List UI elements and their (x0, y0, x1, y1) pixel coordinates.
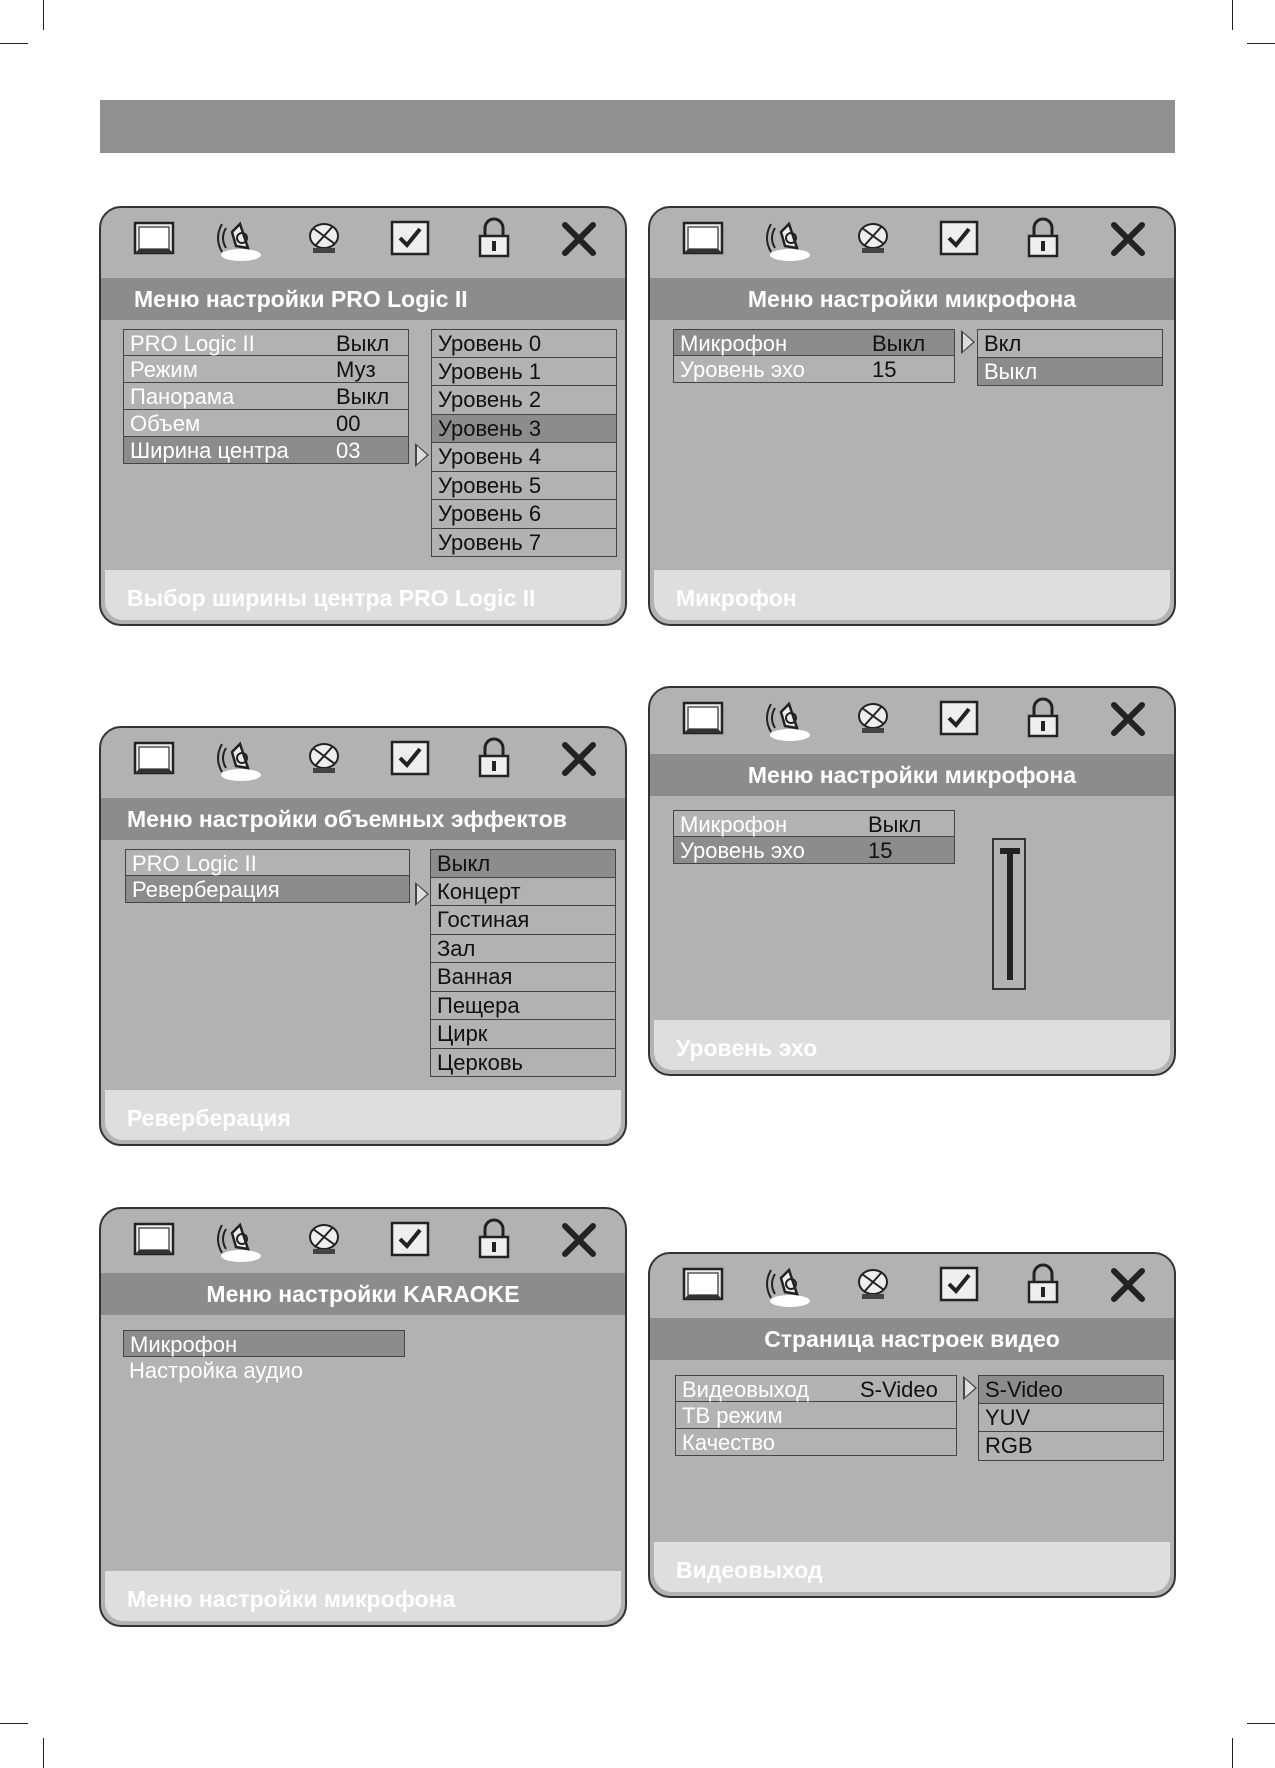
panel-prologic (99, 206, 627, 626)
setting-row-center-width[interactable] (123, 437, 409, 464)
settings-list (675, 1375, 957, 1456)
help-footer: Видеовыход (654, 1542, 1170, 1592)
disc-icon[interactable] (299, 734, 349, 784)
setting-row-prologic[interactable] (125, 849, 410, 876)
option-item[interactable]: Уровень 0 (431, 329, 617, 358)
speaker-icon[interactable] (763, 694, 813, 744)
setting-row-volume[interactable] (123, 410, 409, 437)
option-item-selected[interactable]: Выкл (977, 358, 1163, 387)
toolbar (650, 688, 1174, 750)
panel-microphone (648, 206, 1176, 626)
setting-value: S-Video (860, 1377, 938, 1402)
crop-mark (1247, 43, 1275, 44)
submenu-arrow-icon (963, 1376, 977, 1400)
help-footer: Меню настройки микрофона (105, 1571, 621, 1621)
setting-row-tv-mode[interactable] (675, 1402, 957, 1429)
checkbox-icon[interactable] (384, 734, 434, 784)
setting-label: PRO Logic II (130, 331, 255, 356)
setting-row-mode[interactable] (123, 356, 409, 383)
menu-title: Страница настроек видео (650, 1318, 1174, 1360)
option-item[interactable]: Цирк (430, 1020, 616, 1049)
crop-mark (43, 0, 44, 30)
disc-icon[interactable] (848, 694, 898, 744)
options-list (430, 849, 616, 1077)
option-item[interactable]: Ванная (430, 963, 616, 992)
options-list (977, 329, 1163, 386)
setting-label: Настройка аудио (129, 1358, 304, 1383)
option-item[interactable]: Концерт (430, 878, 616, 907)
option-item[interactable]: Уровень 5 (431, 472, 617, 501)
setting-label: PRO Logic II (132, 851, 257, 876)
setting-row-quality[interactable] (675, 1429, 957, 1456)
setting-row-microphone[interactable] (673, 329, 955, 356)
submenu-arrow-icon (415, 443, 429, 467)
setting-value: Выкл (872, 331, 926, 356)
panel-video (648, 1252, 1176, 1598)
crop-mark (1247, 1723, 1275, 1724)
option-item[interactable]: Пещера (430, 992, 616, 1021)
setting-row-echo-level[interactable] (673, 837, 955, 864)
speaker-icon[interactable] (214, 734, 264, 784)
setting-value: Муз (336, 357, 376, 382)
option-item[interactable]: Уровень 7 (431, 529, 617, 558)
speaker-icon[interactable] (763, 1260, 813, 1310)
option-item[interactable]: YUV (978, 1404, 1164, 1433)
help-footer: Микрофон (654, 570, 1170, 620)
setting-value: Выкл (336, 331, 390, 356)
options-list (431, 329, 617, 557)
lock-icon[interactable] (1018, 694, 1068, 744)
setting-label: Уровень эхо (680, 838, 805, 863)
toolbar (101, 728, 625, 790)
panel-surround (99, 726, 627, 1146)
setting-label: ТВ режим (682, 1403, 783, 1428)
speaker-icon[interactable] (214, 1215, 264, 1265)
setting-label: Микрофон (130, 1332, 238, 1357)
setting-row-reverb[interactable] (125, 876, 410, 903)
settings-list (123, 329, 409, 464)
disc-icon[interactable] (299, 1215, 349, 1265)
setting-row-echo-level[interactable] (673, 356, 955, 383)
option-item-selected[interactable]: Уровень 3 (431, 415, 617, 444)
menu-title: Меню настройки объемных эффектов (101, 798, 625, 840)
toolbar (650, 208, 1174, 270)
panel-echo-level (648, 686, 1176, 1076)
close-icon[interactable] (1103, 1260, 1153, 1310)
setting-label: Объем (130, 411, 201, 436)
checkbox-icon[interactable] (933, 214, 983, 264)
setting-label: Микрофон (680, 331, 788, 356)
close-icon[interactable] (1103, 214, 1153, 264)
tv-screen-icon[interactable] (678, 1260, 728, 1310)
help-footer: Реверберация (105, 1090, 621, 1140)
close-icon[interactable] (554, 1215, 604, 1265)
option-item[interactable]: Уровень 1 (431, 358, 617, 387)
disc-icon[interactable] (848, 214, 898, 264)
option-item[interactable]: Вкл (977, 329, 1163, 358)
slider-fill (1007, 848, 1013, 980)
checkbox-icon[interactable] (384, 1215, 434, 1265)
submenu-arrow-icon (415, 882, 429, 906)
submenu-arrow-icon (961, 330, 975, 354)
lock-icon[interactable] (469, 734, 519, 784)
menu-title: Меню настройки микрофона (650, 278, 1174, 320)
tv-screen-icon[interactable] (678, 214, 728, 264)
crop-mark (0, 43, 28, 44)
toolbar (650, 1254, 1174, 1316)
settings-list (673, 329, 955, 383)
panel-karaoke (99, 1207, 627, 1627)
lock-icon[interactable] (469, 1215, 519, 1265)
close-icon[interactable] (1103, 694, 1153, 744)
setting-row-panorama[interactable] (123, 383, 409, 410)
tv-screen-icon[interactable] (129, 1215, 179, 1265)
crop-mark (1232, 1738, 1233, 1768)
setting-row-prologic[interactable] (123, 329, 409, 356)
lock-icon[interactable] (1018, 1260, 1068, 1310)
option-item[interactable]: Гостиная (430, 906, 616, 935)
slider-handle[interactable] (1000, 848, 1020, 854)
settings-list (673, 810, 955, 864)
setting-row-microphone[interactable] (123, 1330, 405, 1357)
options-list (978, 1375, 1164, 1461)
close-icon[interactable] (554, 214, 604, 264)
speaker-icon[interactable] (214, 214, 264, 264)
setting-row-audio-setup[interactable] (123, 1357, 405, 1384)
setting-row-microphone[interactable] (673, 810, 955, 837)
setting-label: Уровень эхо (680, 357, 805, 382)
setting-label: Реверберация (132, 877, 280, 902)
setting-value: Выкл (336, 384, 390, 409)
crop-mark (43, 1738, 44, 1768)
setting-label: Панорама (130, 384, 235, 409)
option-item-selected[interactable]: S-Video (978, 1375, 1164, 1404)
help-footer: Выбор ширины центра PRO Logic II (105, 570, 621, 620)
menu-title: Меню настройки PRO Logic II (101, 278, 625, 320)
crop-mark (0, 1723, 28, 1724)
setting-value: 03 (336, 438, 361, 463)
setting-value: 15 (868, 838, 893, 863)
echo-level-slider[interactable] (992, 838, 1026, 990)
header-band (100, 100, 1175, 153)
setting-value: 00 (336, 411, 361, 436)
checkbox-icon[interactable] (933, 1260, 983, 1310)
lock-icon[interactable] (469, 214, 519, 264)
option-item[interactable]: RGB (978, 1432, 1164, 1461)
tv-screen-icon[interactable] (129, 214, 179, 264)
setting-label: Микрофон (680, 812, 788, 837)
disc-icon[interactable] (848, 1260, 898, 1310)
setting-label: Видеовыход (682, 1377, 810, 1402)
setting-value: 15 (872, 357, 897, 382)
tv-screen-icon[interactable] (129, 734, 179, 784)
toolbar (101, 208, 625, 270)
setting-label: Режим (130, 357, 198, 382)
option-item[interactable]: Церковь (430, 1049, 616, 1078)
tv-screen-icon[interactable] (678, 694, 728, 744)
disc-icon[interactable] (299, 214, 349, 264)
checkbox-icon[interactable] (933, 694, 983, 744)
lock-icon[interactable] (1018, 214, 1068, 264)
settings-list (125, 849, 410, 903)
setting-label: Ширина центра (130, 438, 289, 463)
speaker-icon[interactable] (763, 214, 813, 264)
toolbar (101, 1209, 625, 1271)
crop-mark (1232, 0, 1233, 30)
option-item-selected[interactable]: Выкл (430, 849, 616, 878)
settings-list (123, 1330, 405, 1384)
setting-value: Выкл (868, 812, 922, 837)
menu-title: Меню настройки KARAOKE (101, 1273, 625, 1315)
menu-title: Меню настройки микрофона (650, 754, 1174, 796)
option-item[interactable]: Зал (430, 935, 616, 964)
close-icon[interactable] (554, 734, 604, 784)
option-item[interactable]: Уровень 6 (431, 500, 617, 529)
setting-row-video-output[interactable] (675, 1375, 957, 1402)
help-footer: Уровень эхо (654, 1020, 1170, 1070)
checkbox-icon[interactable] (384, 214, 434, 264)
option-item[interactable]: Уровень 2 (431, 386, 617, 415)
setting-label: Качество (682, 1430, 776, 1455)
option-item[interactable]: Уровень 4 (431, 443, 617, 472)
